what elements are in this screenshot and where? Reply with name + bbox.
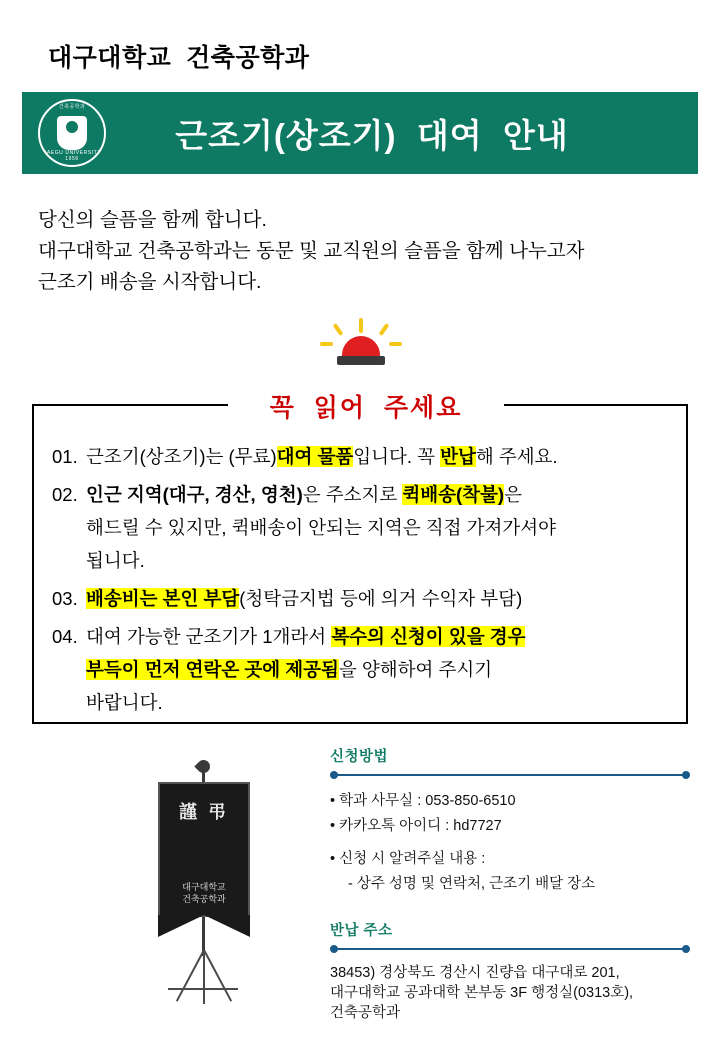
- siren-base: [337, 356, 385, 365]
- siren-dome: [342, 336, 380, 356]
- logo-top-text: 건축공학과: [58, 104, 86, 110]
- notice-item-text: [86, 620, 672, 719]
- notice-highlight: 복수의 신청이 있을 경우: [331, 626, 526, 647]
- intro-line-1: 당신의 슬픔을 함께 합니다.: [38, 209, 267, 231]
- notice-plain: 근조기(상조기)는 (무료): [86, 446, 277, 467]
- siren-ray: [333, 323, 344, 336]
- notice-item-text: [86, 478, 672, 577]
- notice-plain: (청탁금지법 등에 의거 수익자 부담): [239, 588, 523, 609]
- flag-cloth-bottom-line-2: 건축공학과: [182, 894, 226, 904]
- contact-required-info-detail: - 상주 성명 및 연락처, 근조기 배달 장소: [348, 876, 596, 892]
- return-address-line-2: 대구대학교 공과대학 본부동 3F 행정실(0313호),: [330, 985, 634, 1001]
- notice-highlight: 대여 물품: [276, 446, 354, 467]
- return-address-label: 반납 주소: [330, 923, 393, 939]
- contact-phone-line: • 학과 사무실 : 053-850-6510: [330, 793, 516, 809]
- intro-line-3: 근조기 배송을 시작합니다.: [38, 271, 262, 293]
- notice-plain: 해 주세요.: [475, 446, 558, 467]
- notice-plain: 입니다. 꼭: [353, 446, 441, 467]
- siren-ray: [389, 342, 402, 346]
- notice-item-text: [86, 582, 672, 615]
- notice-item-number: 02.: [52, 484, 78, 505]
- notice-plain: 해드릴 수 있지만, 퀵배송이 안되는 지역은 직접 가져가셔야: [86, 517, 557, 538]
- apply-divider: [330, 770, 690, 780]
- notice-highlight: 부득이 먼저 연락온 곳에 제공됨: [86, 659, 339, 680]
- return-address-block: [330, 919, 690, 1023]
- intro-paragraph: [38, 205, 698, 298]
- siren-ray: [359, 318, 363, 333]
- flag-stand-leg: [203, 950, 205, 1004]
- notice-plain: 은: [504, 484, 522, 505]
- contact-section: [330, 745, 690, 1023]
- notice-item-number: 03.: [52, 588, 78, 609]
- notice-plain: 됩니다.: [86, 550, 145, 571]
- flag-stand-crossbar: [168, 988, 238, 990]
- notice-item-text: [86, 440, 672, 473]
- notice-item: [52, 620, 672, 719]
- siren-ray: [320, 342, 333, 346]
- siren-icon: [318, 318, 404, 374]
- notice-plain: 바랍니다.: [86, 692, 163, 713]
- notice-highlight: 퀵배송(착불): [402, 484, 505, 505]
- flag-cloth-bottom-line-1: 대구대학교: [182, 882, 226, 892]
- flag-cloth-top-text: 謹 弔: [178, 802, 229, 822]
- flag-cloth: [158, 782, 250, 917]
- notice-heading: 꼭 읽어 주세요: [228, 388, 504, 424]
- contact-required-info-line: • 신청 시 알려주실 내용 :: [330, 851, 486, 867]
- divider-dot-right: [682, 771, 690, 779]
- divider-line: [336, 948, 684, 950]
- page-title: 대구대학교 건축공학과: [48, 44, 310, 72]
- banner: [22, 92, 698, 174]
- return-divider: [330, 944, 690, 954]
- notice-item-number: 01.: [52, 446, 78, 467]
- spacer: [330, 839, 690, 847]
- intro-line-2: 대구대학교 건축공학과는 동문 및 교직원의 슬픔을 함께 나누고자: [38, 240, 585, 262]
- divider-dot-right: [682, 945, 690, 953]
- logo-bottom-text: DAEGU UNIVERSITY 1956: [42, 150, 102, 162]
- divider-line: [336, 774, 684, 776]
- funeral-flag-illustration: [118, 760, 298, 1010]
- apply-method-label: 신청방법: [330, 749, 389, 765]
- university-logo-icon: [38, 99, 106, 167]
- notice-plain: 을 양해하여 주시기: [338, 659, 493, 680]
- flag-stand-leg: [176, 950, 205, 1002]
- notice-item-number: 04.: [52, 626, 78, 647]
- return-address-line-3: 건축공학과: [330, 1005, 401, 1021]
- return-address-line-1: 38453) 경상북도 경산시 진량읍 대구대로 201,: [330, 965, 620, 981]
- notice-item: [52, 478, 672, 577]
- siren-ray: [379, 323, 390, 336]
- contact-kakao-line: • 카카오톡 아이디 : hd7727: [330, 818, 502, 834]
- notice-list: [52, 440, 672, 724]
- banner-title: 근조기(상조기) 대여 안내: [175, 116, 569, 154]
- notice-item: [52, 582, 672, 615]
- notice-plain: 대여 가능한 군조기가 1개라서: [86, 626, 332, 647]
- notice-item: [52, 440, 672, 473]
- notice-plain: 은 주소지로: [302, 484, 403, 505]
- flag-stand-leg: [203, 950, 232, 1002]
- notice-bold: 인근 지역(대구, 경산, 영천): [86, 484, 303, 505]
- flag-cloth-bottom-text: [160, 881, 248, 905]
- logo-crest-shape: [57, 116, 87, 150]
- notice-highlight: 반납: [440, 446, 476, 467]
- notice-highlight: 배송비는 본인 부담: [86, 588, 240, 609]
